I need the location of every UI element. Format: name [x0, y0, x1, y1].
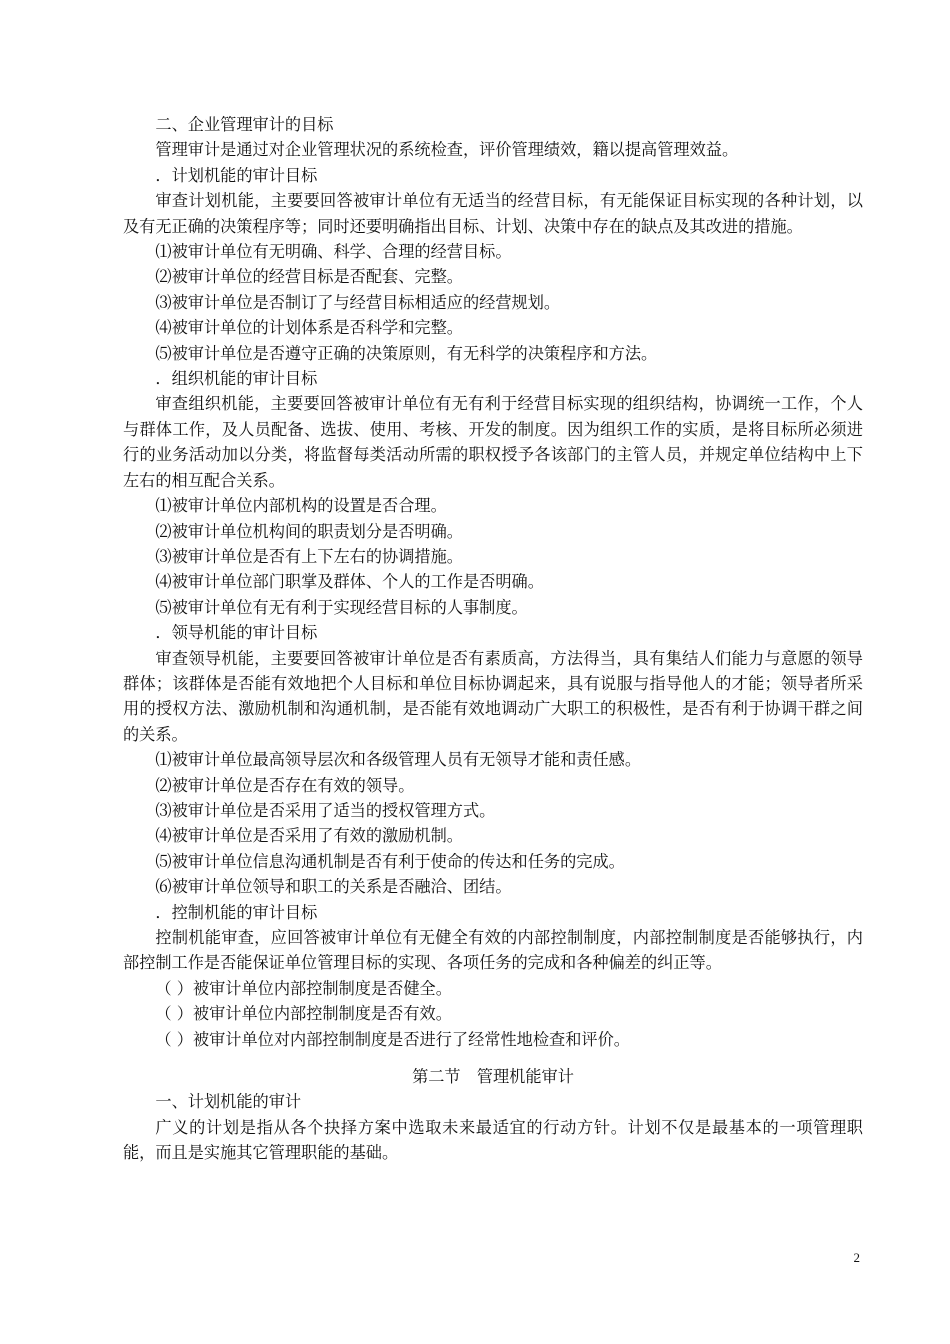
list-item-leadership-6: ⑹被审计单位领导和职工的关系是否融洽、团结。 [155, 877, 512, 897]
list-item-leadership-5: ⑸被审计单位信息沟通机制是否有利于使命的传达和任务的完成。 [155, 851, 625, 871]
list-item-planning-3: ⑶被审计单位是否制订了与经营目标相适应的经营规划。 [155, 292, 561, 312]
list-item-control-2: （ ）被审计单位内部控制制度是否有效。 [155, 1004, 452, 1024]
paragraph-leadership-review: 审查领导机能，主要要回答被审计单位是否有素质高，方法得当，具有集结人们能力与意愿的领导群体；该群体是否能有效地把个人目标和单位目标协调起来，具有说服与指导他人的才能；领导者所采用的授权方法、激励机制和沟通机制，是否能有效地调动广大职工的积极性，是否有利于协调干群之间的关系。 [123, 648, 863, 744]
heading-planning-audit: 一、计划机能的审计 [155, 1092, 302, 1112]
list-item-organization-5: ⑸被审计单位有无有利于实现经营目标的人事制度。 [155, 597, 528, 617]
list-item-planning-5: ⑸被审计单位是否遵守正确的决策原则，有无科学的决策程序和方法。 [155, 343, 658, 363]
document-body [123, 112, 863, 1166]
list-item-organization-1: ⑴被审计单位内部机构的设置是否合理。 [155, 496, 447, 516]
subheading-leadership-goals: ．领导机能的审计目标 [155, 623, 318, 643]
section-title: 第二节 管理机能审计 [412, 1067, 574, 1087]
heading-management-audit-goals: 二、企业管理审计的目标 [155, 115, 334, 134]
list-item-leadership-4: ⑷被审计单位是否采用了有效的激励机制。 [155, 826, 463, 846]
subheading-control-goals: ．控制机能的审计目标 [155, 902, 318, 922]
paragraph-planning-review: 审查计划机能，主要要回答被审计单位有无适当的经营目标，有无能保证目标实现的各种计划，以及有无正确的决策程序等；同时还要明确指出目标、计划、决策中存在的缺点及其改进的措施。 [123, 191, 863, 236]
subheading-organization-goals: ．组织机能的审计目标 [155, 369, 318, 389]
list-item-leadership-1: ⑴被审计单位最高领导层次和各级管理人员有无领导才能和责任感。 [155, 750, 642, 770]
paragraph-planning-definition: 广义的计划是指从各个抉择方案中选取未来最适宜的行动方针。计划不仅是最基本的一项管理职能，而且是实施其它管理职能的基础。 [123, 1117, 863, 1163]
paragraph-organization-review: 审查组织机能，主要要回答被审计单位有无有利于经营目标实现的组织结构，协调统一工作，个人与群体工作，及人员配备、选拔、使用、考核、开发的制度。因为组织工作的实质，是将目标所必须进行的业务活动加以分类，将监督每类活动所需的职权授予各该部门的主管人员，并规定单位结构中上下左右的相互配合关系。 [123, 394, 863, 490]
list-item-planning-2: ⑵被审计单位的经营目标是否配套、完整。 [155, 267, 463, 287]
subheading-planning-goals: ．计划机能的审计目标 [155, 165, 318, 185]
page-number: 2 [853, 1250, 860, 1265]
list-item-leadership-3: ⑶被审计单位是否采用了适当的授权管理方式。 [155, 800, 496, 820]
list-item-control-1: （ ）被审计单位内部控制制度是否健全。 [155, 978, 452, 998]
paragraph-control-review: 控制机能审查，应回答被审计单位有无健全有效的内部控制制度，内部控制制度是否能够执行，内部控制工作是否能保证单位管理目标的实现、各项任务的完成和各种偏差的纠正等。 [123, 928, 863, 973]
paragraph-definition: 管理审计是通过对企业管理状况的系统检查，评价管理绩效，籍以提高管理效益。 [155, 140, 739, 160]
list-item-organization-4: ⑷被审计单位部门职掌及群体、个人的工作是否明确。 [155, 572, 544, 592]
list-item-planning-4: ⑷被审计单位的计划体系是否科学和完整。 [155, 318, 463, 338]
list-item-control-3: （ ）被审计单位对内部控制制度是否进行了经常性地检查和评价。 [155, 1029, 630, 1049]
list-item-planning-1: ⑴被审计单位有无明确、科学、合理的经营目标。 [155, 242, 512, 262]
list-item-organization-2: ⑵被审计单位机构间的职责划分是否明确。 [155, 521, 463, 541]
list-item-leadership-2: ⑵被审计单位是否存在有效的领导。 [155, 775, 415, 795]
list-item-organization-3: ⑶被审计单位是否有上下左右的协调措施。 [155, 546, 463, 566]
